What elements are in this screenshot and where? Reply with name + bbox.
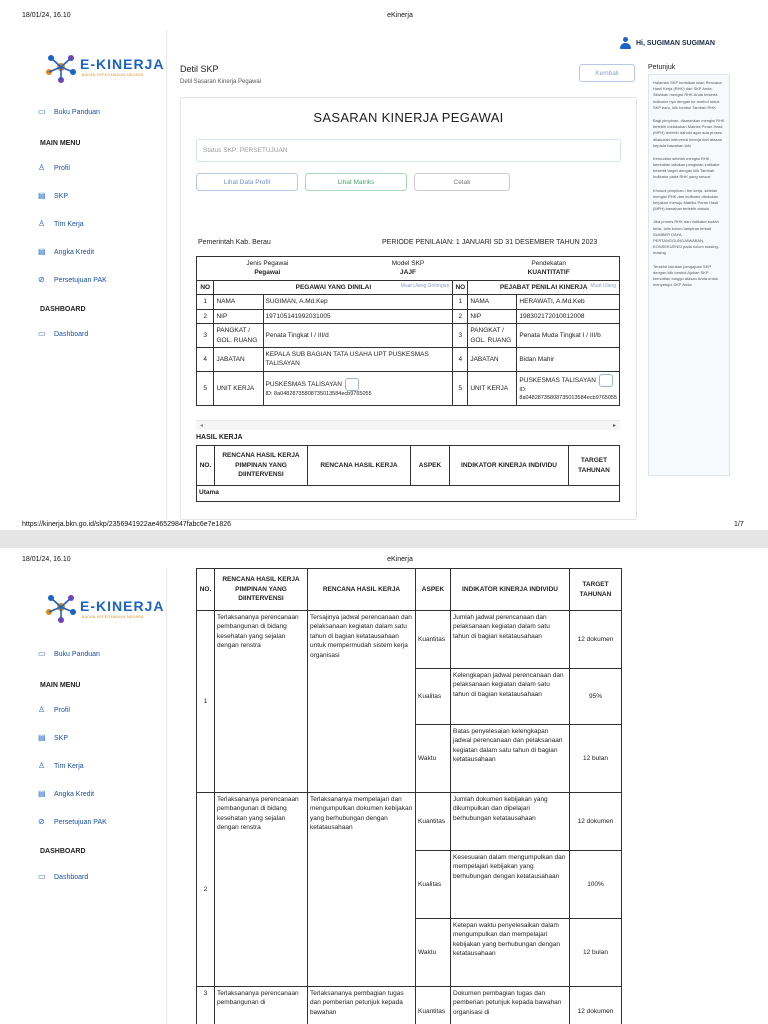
print-doc-title: eKinerja [387, 12, 413, 19]
document-icon: ▤ [38, 191, 46, 200]
page-title: Detil SKP [180, 64, 219, 74]
pegawai-dinilai-title: PEGAWAI YANG DINILAI [295, 283, 372, 291]
nav-skp-label: SKP [54, 734, 69, 742]
pegawai-nip: 197105141992031005 [263, 309, 453, 323]
hasil-kerja-title: HASIL KERJA [196, 434, 243, 441]
brand-subtitle: BADAN KEPEGAWAIAN NEGARA [82, 73, 144, 77]
col-no: NO. [197, 569, 215, 611]
sidebar [22, 30, 167, 520]
pendekatan-value: KUANTITATIF [527, 269, 570, 277]
book-icon: ▭ [38, 649, 46, 658]
row-no: 5 [453, 371, 468, 405]
main-menu-title: MAIN MENU [40, 140, 81, 147]
utama-section-label: Utama [197, 486, 620, 502]
col-rhk-pimpinan: RENCANA HASIL KERJA PIMPINAN YANG DIINTERVENSI [215, 446, 308, 486]
indikator-cell: Batas penyelesaian kelengkapan jadwal perencanaan dan pelaksanaan kegiatan dalam satu tahun di bagian ketatausahaan [451, 725, 570, 793]
nav-buku-panduan[interactable] [38, 650, 100, 658]
petunjuk-text: Khusus pimpinan / tim kerja, setelah mengisi RHK dan indikator dilakukan kerjakan menuju Matriks Peran Hasil (MPH) bawahan terlebih dahulu [653, 187, 719, 212]
file-icon: ▤ [38, 789, 46, 798]
pejabat-nip: 198302172010012008 [517, 309, 620, 323]
monitor-icon: ▭ [38, 329, 46, 338]
scroll-left-icon[interactable]: ◂ [200, 423, 204, 429]
row-no: 4 [197, 347, 214, 371]
nav-profil[interactable] [38, 706, 70, 714]
indikator-cell: Kesesuaian dalam mengumpulkan dan mempelajari kebijakan yang berhubungan dengan ketatausahaan [451, 851, 570, 919]
target-cell: 12 dokumen [570, 611, 622, 669]
print-datetime: 18/01/24, 16.10 [22, 556, 71, 563]
nav-buku-panduan[interactable] [38, 108, 100, 116]
petunjuk-panel [648, 74, 730, 476]
indikator-cell: Kelengkapan jadwal perencanaan dan pelaksanaan kegiatan dalam satu tahun di bagian ketatausahaan [451, 669, 570, 725]
target-cell: 95% [570, 669, 622, 725]
nav-skp-label: SKP [54, 192, 69, 200]
pegawai-unit-name: PUSKESMAS TALISAYAN [265, 380, 342, 388]
aspek-cell: Waktu [416, 725, 451, 793]
pejabat-penilai-title: PEJABAT PENILAI KINERJA [499, 283, 588, 291]
aspek-cell: Kualitas [416, 851, 451, 919]
pejabat-unit-id: ID: 8a04828735808735013584ecb9765055 [519, 386, 617, 401]
jenis-label: Jenis Pegawai [246, 260, 289, 267]
pegawai-pangkat: Penata Tingkat I / III/d [263, 324, 453, 348]
brand-subtitle: BADAN KEPEGAWAIAN NEGARA [82, 615, 144, 619]
print-page-2 [0, 548, 768, 1024]
table-row [197, 347, 620, 371]
row-no: 2 [197, 309, 214, 323]
petunjuk-text: Terakhir lakukan pengajuan SKP dengan klik tombol Ajukan SKP kemudian tunggu atasan Anda untuk menyetujui SKP Anda [653, 263, 718, 288]
aspek-cell: Kualitas [416, 669, 451, 725]
nav-buku-panduan-label: Buku Panduan [54, 650, 100, 658]
col-target: TARGET TAHUNAN [570, 569, 622, 611]
aspek-cell: Kuantitas [416, 793, 451, 851]
instansi-label: Pemerintah Kab. Berau [198, 239, 271, 246]
monitor-icon: ▭ [38, 872, 46, 881]
print-page-number: 1/7 [734, 521, 744, 528]
users-icon: ♙ [38, 761, 46, 770]
rhk-pimpinan: Terlaksananya perencanaan pembangunan di [215, 987, 308, 1024]
col-indikator: INDIKATOR KINERJA INDIVIDU [450, 446, 569, 486]
rhk-pimpinan: Terlaksananya perencanaan pembangunan di bidang kesehatan yang sejalan dengan renstra [215, 793, 308, 987]
check-circle-icon: ⊘ [38, 275, 45, 284]
breadcrumb: Detil Sasaran Kinerja Pegawai [180, 79, 262, 85]
row-no: 2 [453, 309, 468, 323]
col-rhk: RENCANA HASIL KERJA [308, 446, 411, 486]
target-cell: 12 bulan [570, 919, 622, 987]
rhk-no: 1 [197, 611, 215, 793]
row-label: UNIT KERJA [468, 371, 517, 405]
row-label: NAMA [214, 295, 263, 309]
print-doc-title: eKinerja [387, 556, 413, 563]
table-row [197, 371, 620, 405]
hasil-kerja-table [196, 568, 622, 1024]
ekinerja-logo-icon [44, 50, 78, 84]
row-label: PANGKAT / GOL. RUANG [214, 324, 263, 348]
nav-angka-kredit[interactable] [38, 248, 94, 256]
nav-persetujuan-pak-label: Persetujuan PAK [54, 276, 107, 284]
indikator-cell: Ketepan waktu penyelesaikan dalam mengumpulkan dan mempelajari kebijakan yang berhubungan dengan ketatausahaan [451, 919, 570, 987]
nav-tim-kerja-label: Tim Kerja [54, 762, 84, 770]
nav-dashboard[interactable] [38, 873, 88, 881]
rhk-rencana: Terlaksananya pembagian tugas dan pemberian petunjuk kepada bawahan [308, 987, 416, 1024]
petunjuk-text: Jika proses RHK dan indikator sudah terisi, tulis kolom lampiran terkait SUMBER DAYA, PERTANGGUNGJAWABAN, KONSEKUENSI pada kolom masing-masing [653, 219, 720, 256]
indikator-cell: Jumlah jadwal perencanaan dan pelaksanaan kegiatan dalam satu tahun di bagian ketatausahaan [451, 611, 570, 669]
pegawai-jabatan: KEPALA SUB BAGIAN TATA USAHA UPT PUSKESMAS TALISAYAN [263, 347, 453, 371]
nav-profil-label: Profil [54, 706, 70, 714]
petunjuk-text: Kemudian setelah mengisi RHK, kemudian lakukan pengisian indikator beserta target dengan klik Tambah Indikator pada RHK yang sesuai [653, 155, 720, 180]
col-rhk: RENCANA HASIL KERJA [308, 569, 416, 611]
pejabat-jabatan: Bidan Mahir [517, 347, 620, 371]
dashboard-title: DASHBOARD [40, 848, 86, 855]
rhk-rencana: Terlaksananya mempelajari dan mengumpulkan dokumen kebijakan yang berhubungan dengan ketatausahaan [308, 793, 416, 987]
nav-persetujuan-pak[interactable] [38, 276, 107, 284]
petunjuk-text: Bagi pimpinan, disarankan mengisi RHK terlebih melakukan Matriks Peran Hasil (MPH) terlebih dahulu agar ada proses dilakukan intervensi kinerja dari atasan kepada bawahan lalu [653, 117, 725, 148]
brand-name: E-KINERJA [80, 56, 165, 72]
rhk-rencana: Tersajinya jadwal perencanaan dan pelaksanaan kegiatan dalam satu tahun di bagian ketatausahaan untuk mempermudah sistem kerja organisasi [308, 611, 416, 793]
row-label: UNIT KERJA [214, 371, 263, 405]
skp-heading: SASARAN KINERJA PEGAWAI [313, 110, 504, 125]
nav-skp[interactable] [38, 192, 68, 200]
edit-unit-button[interactable] [599, 374, 613, 387]
col-aspek: ASPEK [416, 569, 451, 611]
check-circle-icon: ⊘ [38, 817, 45, 826]
row-no: 4 [453, 347, 468, 371]
col-target: TARGET TAHUNAN [569, 446, 620, 486]
scroll-right-icon[interactable]: ▸ [612, 423, 616, 429]
nav-profil-label: Profil [54, 164, 70, 172]
nav-tim-kerja-label: Tim Kerja [54, 220, 84, 228]
horizontal-scrollbar[interactable] [196, 420, 620, 430]
dashboard-title: DASHBOARD [40, 306, 86, 313]
ekinerja-logo-icon [44, 590, 78, 624]
document-icon: ▤ [38, 733, 46, 742]
main-menu-title: MAIN MENU [40, 682, 81, 689]
pejabat-unit-kerja [517, 371, 620, 405]
model-label: Model SKP [391, 260, 425, 267]
muat-ulang-link[interactable]: Muat Ulang [590, 282, 616, 289]
nav-persetujuan-pak[interactable] [38, 818, 107, 826]
aspek-cell: Kuantitas [416, 987, 451, 1024]
nav-dashboard[interactable] [38, 330, 88, 338]
nav-tim-kerja[interactable] [38, 762, 84, 770]
nav-persetujuan-pak-label: Persetujuan PAK [54, 818, 107, 826]
edit-unit-button[interactable] [345, 378, 359, 391]
sidebar [22, 568, 167, 1024]
pejabat-pangkat: Penata Muda Tingkat I / III/b [517, 324, 620, 348]
row-no: 3 [197, 324, 214, 348]
muat-ulang-golongan-link[interactable]: Muat Ulang Golongan [400, 282, 450, 289]
indikator-cell: Jumlah dokumen kebijakan yang dikumpulkan dan dipelajari berhubungan ketatausahaan [451, 793, 570, 851]
user-greeting: Hi, SUGIMAN SUGIMAN [636, 40, 715, 47]
col-pegawai-dinilai [214, 280, 453, 294]
target-cell: 12 dokumen [570, 987, 622, 1024]
kembali-button[interactable]: Kembali [579, 64, 635, 82]
indikator-cell: Dokumen pembagian tugas dan pemberian petunjuk kepada bawahan organisasi di [451, 987, 570, 1024]
cetak-button[interactable]: Cetak [414, 173, 510, 191]
nav-profil[interactable] [38, 164, 70, 172]
table-row [197, 793, 622, 851]
row-no: 3 [453, 324, 468, 348]
periode-label: PERIODE PENILAIAN: 1 JANUARI SD 31 DESEMBER TAHUN 2023 [382, 239, 598, 246]
book-icon: ▭ [38, 107, 46, 116]
nav-angka-kredit[interactable] [38, 790, 94, 798]
aspek-cell: Waktu [416, 919, 451, 987]
col-no: NO [197, 280, 214, 294]
pejabat-unit-name: PUSKESMAS TALISAYAN [519, 376, 596, 384]
model-value: JAJF [400, 269, 416, 277]
brand-name: E-KINERJA [80, 598, 165, 614]
nav-angka-kredit-label: Angka Kredit [54, 790, 95, 798]
col-indikator: INDIKATOR KINERJA INDIVIDU [451, 569, 570, 611]
rhk-no: 3 [197, 987, 215, 1024]
hasil-kerja-header-table [196, 445, 620, 502]
petunjuk-text: Halaman SKP berisikan isian Rencana Hasil Kerja (RHK) dari SKP Anda. Silahkan mengisi RHK Anda beserta indikator nya dengan ke tombol untuk SKP baru, klik tombol Tambah RHK [653, 80, 722, 110]
row-label: PANGKAT / GOL. RUANG [468, 324, 517, 348]
users-icon: ♙ [38, 219, 46, 228]
target-cell: 12 dokumen [570, 793, 622, 851]
row-no: 1 [197, 295, 214, 309]
avatar-icon [620, 37, 631, 50]
table-row [197, 309, 620, 323]
row-label: NIP [214, 309, 263, 323]
target-cell: 100% [570, 851, 622, 919]
nav-dashboard-label: Dashboard [54, 330, 89, 338]
col-no-right: NO [453, 280, 468, 294]
row-no: 1 [453, 295, 468, 309]
pegawai-unit-id: ID: 8a04828735808735013584ecb9765055 [265, 390, 372, 397]
col-pejabat-penilai [468, 280, 620, 294]
pejabat-nama: HERAWATI, A.Md.Keb [517, 295, 620, 309]
col-aspek: ASPEK [411, 446, 450, 486]
nav-buku-panduan-label: Buku Panduan [54, 108, 100, 116]
pegawai-nama: SUGIMAN, A.Md.Kep [263, 295, 453, 309]
row-no: 5 [197, 371, 214, 405]
user-icon: ♙ [38, 705, 46, 714]
table-row [197, 295, 620, 309]
row-label: NIP [468, 309, 517, 323]
nav-angka-kredit-label: Angka Kredit [54, 248, 95, 256]
row-label: NAMA [468, 295, 517, 309]
pegawai-unit-kerja [263, 371, 453, 405]
skp-meta-row [197, 257, 620, 281]
rhk-no: 2 [197, 793, 215, 987]
nav-dashboard-label: Dashboard [54, 873, 89, 881]
row-label: JABATAN [214, 347, 263, 371]
jenis-value: Pegawai [254, 269, 281, 277]
col-rhk-pimpinan: RENCANA HASIL KERJA PIMPINAN YANG DIINTERVENSI [215, 569, 308, 611]
print-datetime: 18/01/24, 16.10 [22, 12, 71, 19]
nav-skp[interactable] [38, 734, 68, 742]
lihat-data-profil-button[interactable]: Lihat Data Profil [196, 173, 298, 191]
row-label: JABATAN [468, 347, 517, 371]
table-row [197, 324, 620, 348]
user-menu[interactable] [620, 37, 715, 50]
aspek-cell: Kuantitas [416, 611, 451, 669]
table-row [197, 611, 622, 669]
nav-tim-kerja[interactable] [38, 220, 84, 228]
rhk-pimpinan: Terlaksananya perencanaan pembangunan di bidang kesehatan yang sejalan dengan renstra [215, 611, 308, 793]
pegawai-table [196, 256, 620, 406]
table-row [197, 987, 622, 1024]
petunjuk-title: Petunjuk [648, 64, 676, 71]
pendekatan-label: Pendekatan [531, 260, 567, 267]
lihat-matriks-button[interactable]: Lihat Matriks [305, 173, 407, 191]
page-separator [0, 530, 768, 548]
status-skp-field: Status SKP: PERSETUJUAN [196, 139, 621, 162]
file-icon: ▤ [38, 247, 46, 256]
col-no: NO. [197, 446, 215, 486]
target-cell: 12 bulan [570, 725, 622, 793]
print-url: https://kinerja.bkn.go.id/skp/2356941922ae46529847fabc6e7e1826 [22, 521, 232, 528]
user-icon: ♙ [38, 163, 46, 172]
